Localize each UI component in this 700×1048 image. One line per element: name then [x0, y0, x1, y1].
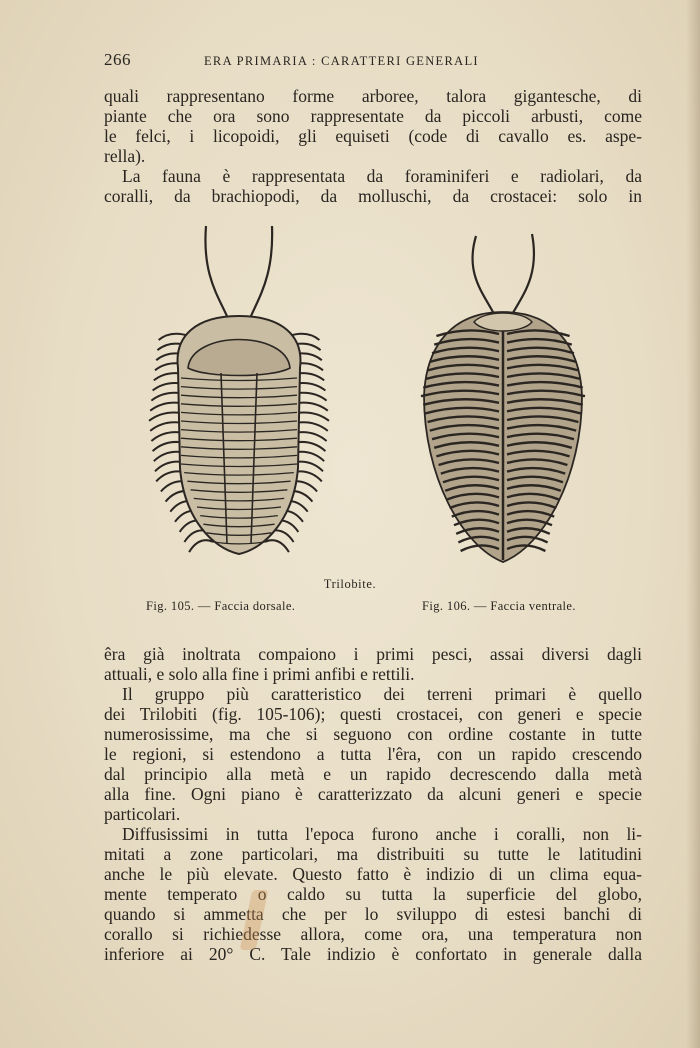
text-line: le felci, i licopoidi, gli equiseti (code di cavallo es. aspe-	[104, 126, 642, 146]
text-line: particolari.	[104, 804, 181, 824]
trilobite-ventral-illustration	[414, 226, 592, 576]
text-line: inferiore ai 20° C. Tale indizio è confortato in generale dalla	[104, 944, 642, 964]
plate-label: Trilobite.	[323, 577, 377, 591]
text-line: quando si ammetta che per lo sviluppo di estesi banchi di	[104, 904, 642, 924]
fig105-caption: Fig. 105. — Faccia dorsale.	[146, 599, 296, 613]
fig106-caption: Fig. 106. — Faccia ventrale.	[422, 599, 576, 613]
text-line: corallo si richiedesse allora, come ora, una temperatura non	[104, 924, 642, 944]
text-line: numerosissime, ma che si seguono con ordine costante in tutte	[104, 724, 642, 744]
paragraph-bottom	[104, 644, 642, 964]
text-line: le regioni, si estendono a tutta l'êra, con un rapido crescendo	[104, 744, 642, 764]
text-line: mitati a zone particolari, ma distribuiti su tutte le latitudini	[104, 844, 642, 864]
page-number: 266	[104, 50, 131, 69]
text-line: mente temperato o caldo su tutta la superficie del globo,	[104, 884, 642, 904]
page-header	[104, 50, 644, 72]
text-line: anche le più elevate. Questo fatto è indizio di un clima equa-	[104, 864, 642, 884]
page-edge-shadow	[686, 0, 700, 1048]
text-line: La fauna è rappresentata da foraminiferi e radiolari, da	[122, 166, 642, 186]
text-line: rella).	[104, 146, 146, 166]
text-line: Diffusissimi in tutta l'epoca furono anche i coralli, non li-	[122, 824, 642, 844]
text-line: attuali, e solo alla fine i primi anfibi e rettili.	[104, 664, 415, 684]
text-line: êra già inoltrata compaiono i primi pesci, assai diversi dagli	[104, 644, 642, 664]
text-line: dei Trilobiti (fig. 105-106); questi crostacei, con generi e specie	[104, 704, 642, 724]
paragraph-top	[104, 86, 642, 206]
trilobite-figures	[104, 218, 644, 578]
text-line: piante che ora sono rappresentate da piccoli arbusti, come	[104, 106, 642, 126]
text-line: alla fine. Ogni piano è caratterizzato da alcuni generi e specie	[104, 784, 642, 804]
text-line: coralli, da brachiopodi, da molluschi, da crostacei: solo in	[104, 186, 642, 206]
running-title: ERA PRIMARIA : CARATTERI GENERALI	[204, 54, 479, 68]
text-line: Il gruppo più caratteristico dei terreni primari è quello	[122, 684, 642, 704]
trilobite-dorsal-illustration	[132, 218, 346, 568]
text-line: quali rappresentano forme arboree, talora gigantesche, di	[104, 86, 642, 106]
text-line: dal principio alla metà e un rapido decrescendo dalla metà	[104, 764, 642, 784]
